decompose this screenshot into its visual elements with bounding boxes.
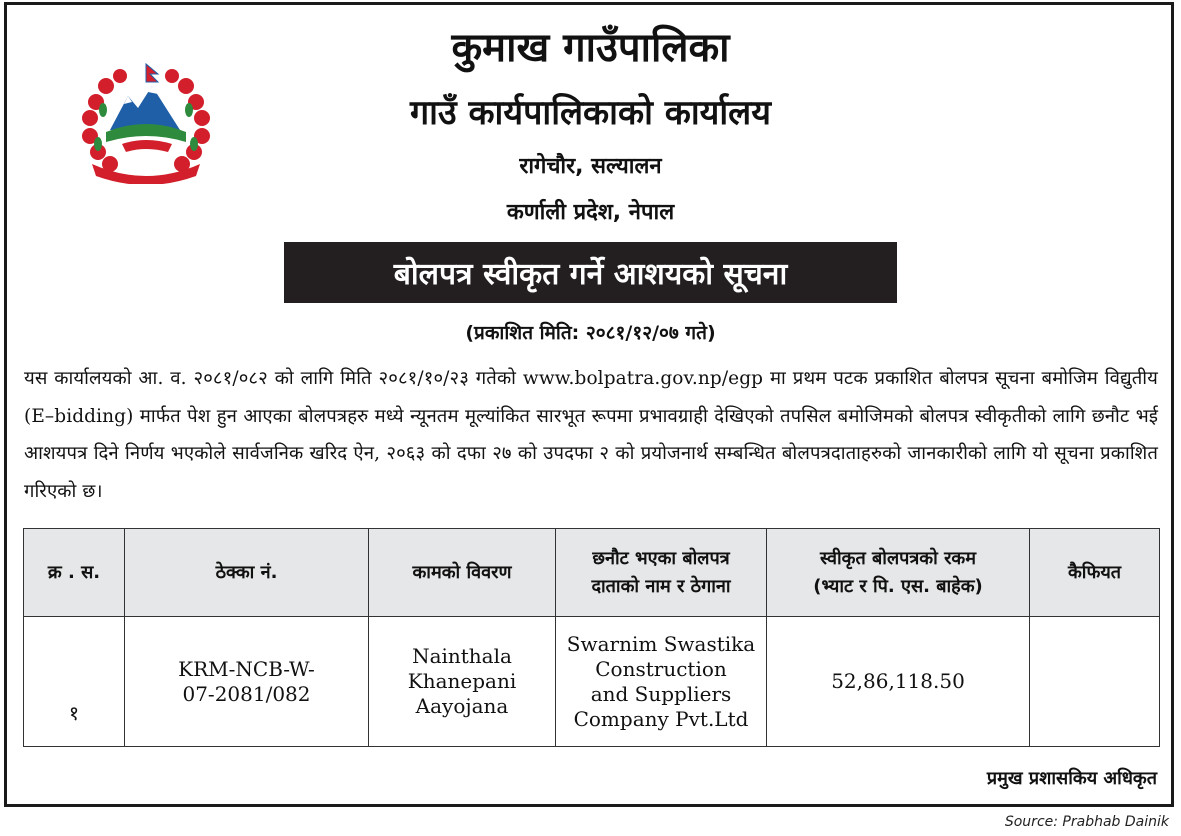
header-remarks: कैफियत (1030, 529, 1160, 617)
contract-no-line2: 07-2081/082 (182, 681, 311, 706)
header-bidder (556, 529, 767, 617)
bidder-line4: Company Pvt.Ltd (573, 706, 749, 731)
bidder-line2: Construction (595, 656, 727, 681)
signature-title: प्रमुख प्रशासकिय अधिकृत (986, 768, 1157, 789)
bidder-line1: Swarnim Swastika (566, 631, 756, 656)
cell-description (369, 617, 556, 747)
table-row (24, 617, 1160, 747)
header-sn: क्र . स. (24, 529, 125, 617)
source-credit: Source: Prabhab Dainik (1004, 814, 1169, 830)
notice-title-banner (284, 242, 897, 303)
published-date: (प्रकाशित मिति: २०८१/१२/०७ गते) (465, 322, 716, 344)
contract-no-line1: KRM-NCB-W- (178, 656, 315, 681)
municipality-name: कुमाख गाउँपालिका (451, 25, 730, 71)
cell-contract-no (125, 617, 369, 747)
notice-title: बोलपत्र स्वीकृत गर्ने आशयको सूचना (393, 257, 788, 292)
header-contract-no: ठेक्का नं. (125, 529, 369, 617)
cell-bidder (556, 617, 767, 747)
description-line1: Nainthala (412, 644, 512, 668)
header-description: कामको विवरण (369, 529, 556, 617)
table-header-row (24, 529, 1160, 617)
bidder-line3: and Suppliers (590, 681, 732, 706)
header-bidder-line2: दाताको नाम र ठेगाना (591, 575, 731, 597)
office-name: गाउँ कार्यपालिकाको कार्यालय (410, 93, 771, 133)
header-amount (767, 529, 1030, 617)
office-address: रागेचौर, सल्यालन (519, 154, 662, 179)
description-line3: Aayojana (415, 694, 509, 718)
office-province: कर्णाली प्रदेश, नेपाल (506, 200, 675, 225)
cell-sn: १ (24, 617, 125, 747)
header-amount-line2: (भ्याट र पि. एस. बाहेक) (813, 575, 983, 597)
description-line2: Khanepani (407, 669, 517, 693)
cell-remarks (1030, 617, 1160, 747)
notice-body: यस कार्यालयको आ. व. २०८१/०८२ को लागि मिति २०८१/१०/२३ गतेको www.bolpatra.gov.np/egp मा प्रथम पटक प्रकाशित बोलपत्र सूचना बमोजिम विद्युतीय (E–bidding) मार्फत पेश हुन आएका बोलपत्रहरु मध्ये न्यूनतम मूल्यांकित सारभूत रूपमा प्रभावग्राही देखिएको तपसिल बमोजिमको बोलपत्र स्वीकृतीको लागि छनौट भई आशयपत्र दिने निर्णय भएकोले सार्वजनिक खरिद ऐन, २०६३ को दफा २७ को उपदफा २ को प्रयोजनार्थ सम्बन्धित बोलपत्रदाताहरुको जानकारीको लागि यो सूचना प्रकाशित गरिएको छ। (24, 368, 1158, 502)
header-bidder-line1: छनौट भएका बोलपत्र (592, 547, 730, 569)
cell-amount: 52,86,118.50 (767, 617, 1030, 747)
bid-table (23, 528, 1160, 747)
header-amount-line1: स्वीकृत बोलपत्रको रकम (819, 547, 977, 569)
